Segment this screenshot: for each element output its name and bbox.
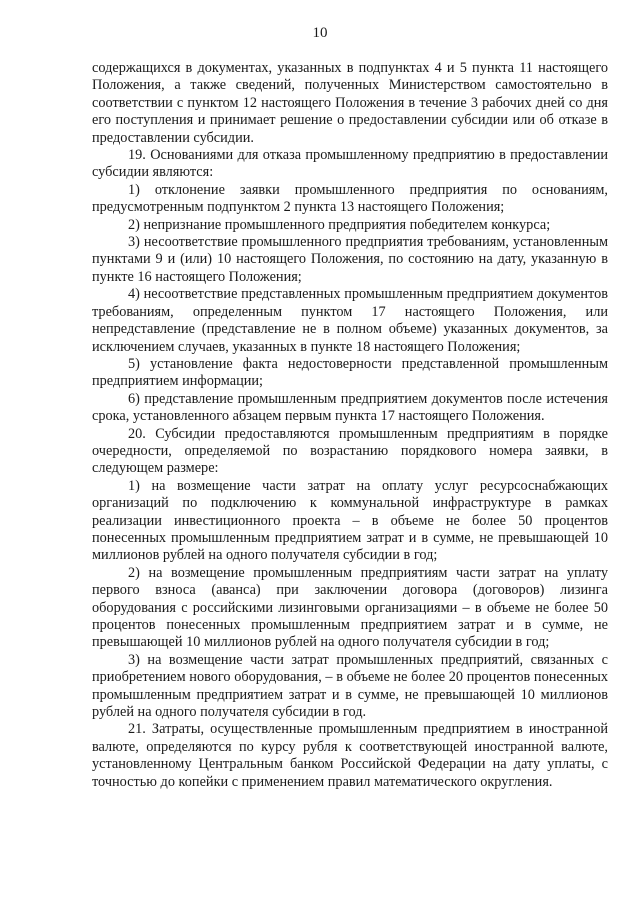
paragraph-clause-20-item-3: 3) на возмещение части затрат промышленных предприятий, связанных с приобретением нового оборудования, – в объеме не более 20 процентов понесенных промышленным предприятием затрат и в сумме, не превышающей 10 миллионов рублей на одного получателя субсидии в год.	[92, 651, 608, 721]
paragraph-clause-20: 20. Субсидии предоставляются промышленным предприятиям в порядке очередности, определяемой по возрастанию порядкового номера заявки, в следующем размере:	[92, 425, 608, 477]
paragraph-clause-21: 21. Затраты, осуществленные промышленным предприятием в иностранной валюте, определяются по курсу рубля к соответствующей иностранной валюте, установленному Центральным банком Российской Федерации на дату уплаты, с точностью до копейки с применением правил математического округления.	[92, 721, 608, 790]
paragraph-clause-20-item-2: 2) на возмещение промышленным предприятиям части затрат на уплату первого взноса (аванса) при заключении договора (договоров) лизинга оборудования с российскими лизинговыми организациями – в объеме не более 50 процентов понесенных промышленным предприятием затрат и в сумме, не превышающей 10 миллионов рублей на одного получателя субсидии в год;	[92, 564, 608, 651]
paragraph-clause-19-item-6: 6) представление промышленным предприятием документов после истечения срока, установленного абзацем первым пункта 17 настоящего Положения.	[92, 390, 608, 425]
paragraph-continuation: содержащихся в документах, указанных в подпунктах 4 и 5 пункта 11 настоящего Положения, а также сведений, полученных Министерством самостоятельно в соответствии с пунктом 12 настоящего Положения в течение 3 рабочих дней со дня его поступления и принимает решение о предоставлении субсидии или об отказе в предоставлении субсидии.	[92, 60, 608, 146]
paragraph-clause-19-item-1: 1) отклонение заявки промышленного предприятия по основаниям, предусмотренным подпунктом 2 пункта 13 настоящего Положения;	[92, 181, 608, 216]
paragraph-clause-19-item-2: 2) непризнание промышленного предприятия победителем конкурса;	[128, 216, 551, 233]
document-body	[92, 60, 608, 791]
paragraph-clause-20-item-1: 1) на возмещение части затрат на оплату услуг ресурсоснабжающих организаций по подключению к коммунальной инфраструктуре в рамках реализации инвестиционного проекта – в объеме не более 50 процентов понесенных промышленным предприятием затрат и в сумме, не превышающей 10 миллионов рублей на одного получателя субсидии в год;	[92, 477, 608, 564]
paragraph-clause-19: 19. Основаниями для отказа промышленному предприятию в предоставлении субсидии являются:	[92, 147, 608, 181]
paragraph-clause-19-item-4: 4) несоответствие представленных промышленным предприятием документов требованиям, определенным пунктом 17 настоящего Положения, или непредставление (представление не в полном объеме) указанных документов, за исключением случаев, указанных в пункте 18 настоящего Положения;	[92, 286, 608, 355]
paragraph-clause-19-item-5: 5) установление факта недостоверности представленной промышленным предприятием информации;	[92, 355, 608, 390]
page-number: 10	[312, 25, 328, 41]
paragraph-clause-19-item-3: 3) несоответствие промышленного предприятия требованиям, установленным пунктами 9 и (или) 10 настоящего Положения, по состоянию на дату, указанную в пункте 16 настоящего Положения;	[92, 234, 608, 285]
